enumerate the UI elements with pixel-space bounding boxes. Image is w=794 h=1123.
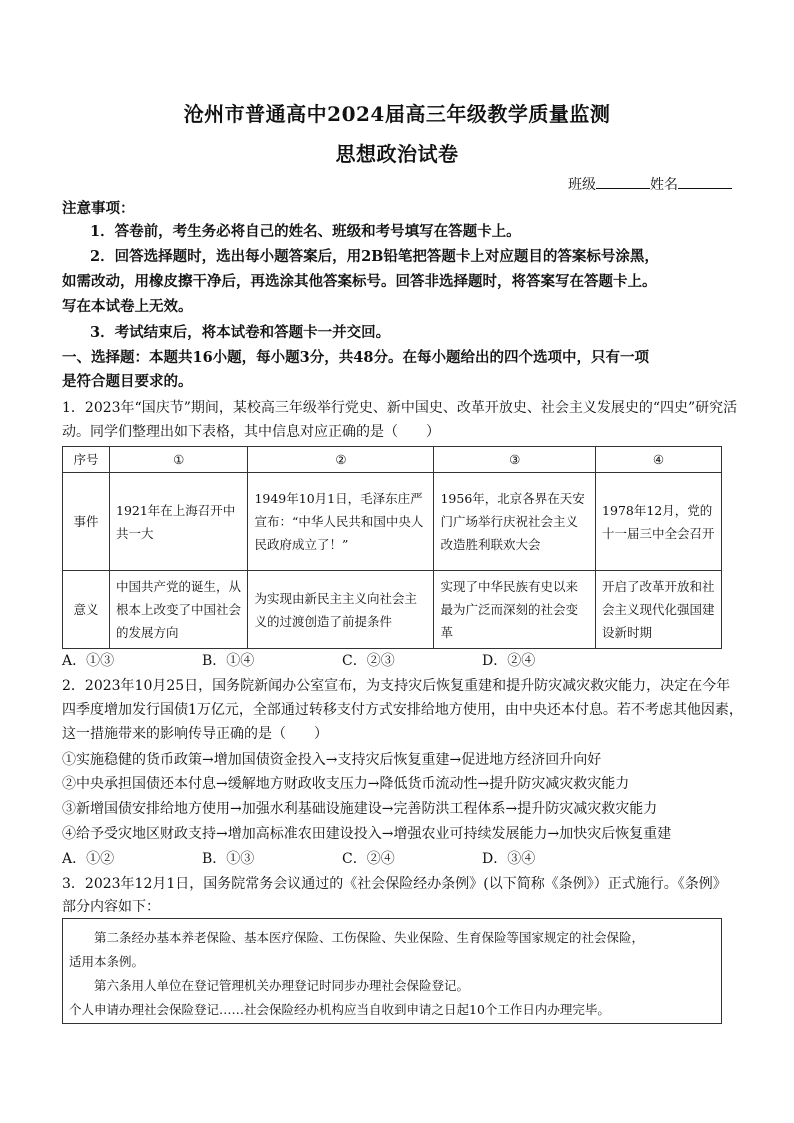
question-2-stem: 2．2023年10月25日，国务院新闻办公室宣布，为支持灾后恢复重建和提升防灾减灾救灾能力，决定在今年 xyxy=(62,678,731,694)
class-blank xyxy=(596,176,650,189)
table-cell: 1956年，北京各界在天安门广场举行庆祝社会主义改造胜利联欢大会 xyxy=(434,473,596,571)
option-d: D．③④ xyxy=(482,851,536,867)
table-row-events xyxy=(63,473,722,571)
exam-title: 沧州市普通高中2024届高三年级教学质量监测 xyxy=(183,102,611,126)
question-2-stem-end: 这一措施带来的影响传导正确的是（ ） xyxy=(62,726,328,742)
notice-heading: 注意事项： xyxy=(62,200,135,217)
option-c: C．②④ xyxy=(342,851,395,867)
table-header-cell: 序号 xyxy=(63,447,110,473)
question-2-stem-cont: 四季度增加发行国债1万亿元，全部通过转移支付方式安排给地方使用，由中央还本付息。若不考虑其他因素， xyxy=(62,702,743,718)
table-cell: 为实现由新民主主义向社会主义的过渡创造了前提条件 xyxy=(248,571,434,649)
excerpt-line: 第六条用人单位在登记管理机关办理登记时同步办理社会保险登记。 xyxy=(69,978,470,993)
section-1-heading-cont: 是符合题目要求的。 xyxy=(62,373,193,390)
question-1-stem: 1．2023年“国庆节”期间，某校高三年级举行党史、新中国史、改革开放史、社会主义发展史的“四史”研究活 xyxy=(62,400,738,416)
option-a: A．①② xyxy=(62,851,115,867)
table-cell: 中国共产党的诞生，从根本上改变了中国社会的发展方向 xyxy=(110,571,248,649)
name-blank xyxy=(678,176,732,189)
regulation-excerpt-box xyxy=(62,918,722,1024)
option-b: B．①④ xyxy=(202,653,255,669)
history-table xyxy=(62,446,722,649)
question-3-stem: 3．2023年12月1日，国务院常务会议通过的《社会保险经办条例》(以下简称《条例》）正式施行。《条例》 xyxy=(62,876,727,892)
option-d: D．②④ xyxy=(482,653,536,669)
class-name-line xyxy=(568,174,732,194)
option-a: A．①③ xyxy=(62,653,115,669)
question-2-item: ④给予受灾地区财政支持→增加高标准农田建设投入→增强农业可持续发展能力→加快灾后恢复重建 xyxy=(62,826,672,842)
question-3-stem-cont: 部分内容如下： xyxy=(62,899,160,915)
question-1-options xyxy=(62,650,732,672)
notice-item-2-end: 写在本试卷上无效。 xyxy=(62,298,193,315)
question-2-item: ③新增国债安排给地方使用→加强水利基础设施建设→完善防洪工程体系→提升防灾减灾救灾能力 xyxy=(62,801,658,817)
table-cell: 实现了中华民族有史以来最为广泛而深刻的社会变革 xyxy=(434,571,596,649)
exam-subtitle: 思想政治试卷 xyxy=(335,142,459,166)
row-label-meaning: 意义 xyxy=(63,571,110,649)
question-2-item: ①实施稳健的货币政策→增加国债资金投入→支持灾后恢复重建→促进地方经济回升向好 xyxy=(62,752,602,768)
table-header-cell: ④ xyxy=(596,447,722,473)
notice-item-2: 2．回答选择题时，选出每小题答案后，用2B铅笔把答题卡上对应题目的答案标号涂黑， xyxy=(90,248,659,265)
table-cell: 1949年10月1日，毛泽东庄严宣布：“中华人民共和国中央人民政府成立了！” xyxy=(248,473,434,571)
table-header-cell: ② xyxy=(248,447,434,473)
table-cell: 1978年12月，党的十一届三中全会召开 xyxy=(596,473,722,571)
excerpt-line: 第二条经办基本养老保险、基本医疗保险、工伤保险、失业保险、生育保险等国家规定的社会保险， xyxy=(69,930,645,945)
name-label: 姓名 xyxy=(650,177,678,193)
table-cell: 开启了改革开放和社会主义现代化强国建设新时期 xyxy=(596,571,722,649)
table-cell: 1921年在上海召开中共一大 xyxy=(110,473,248,571)
option-b: B．①③ xyxy=(202,851,255,867)
table-header-cell: ① xyxy=(110,447,248,473)
table-header-cell: ③ xyxy=(434,447,596,473)
notice-item-2-cont: 如需改动，用橡皮擦干净后，再选涂其他答案标号。回答非选择题时，将答案写在答题卡上。 xyxy=(62,273,657,290)
excerpt-line: 个人申请办理社会保险登记……社会保险经办机构应当自收到申请之日起10个工作日内办理完毕。 xyxy=(69,1002,610,1017)
table-row-meanings xyxy=(63,571,722,649)
section-1-heading: 一、选择题：本题共16小题，每小题3分，共48分。在每小题给出的四个选项中，只有一项 xyxy=(62,349,649,366)
row-label-event: 事件 xyxy=(63,473,110,571)
excerpt-line: 适用本条例。 xyxy=(69,954,145,969)
table-header-row xyxy=(63,447,722,473)
notice-item-1: 1．答卷前，考生务必将自己的姓名、班级和考号填写在答题卡上。 xyxy=(90,223,521,240)
question-2-item: ②中央承担国债还本付息→缓解地方财政收支压力→降低货币流动性→提升防灾减灾救灾能力 xyxy=(62,776,630,792)
notice-item-3: 3．考试结束后，将本试卷和答题卡一并交回。 xyxy=(90,324,391,341)
question-2-options xyxy=(62,848,732,870)
class-label: 班级 xyxy=(568,177,596,193)
option-c: C．②③ xyxy=(342,653,395,669)
question-1-stem-cont: 动。同学们整理出如下表格，其中信息对应正确的是（ ） xyxy=(62,424,440,440)
